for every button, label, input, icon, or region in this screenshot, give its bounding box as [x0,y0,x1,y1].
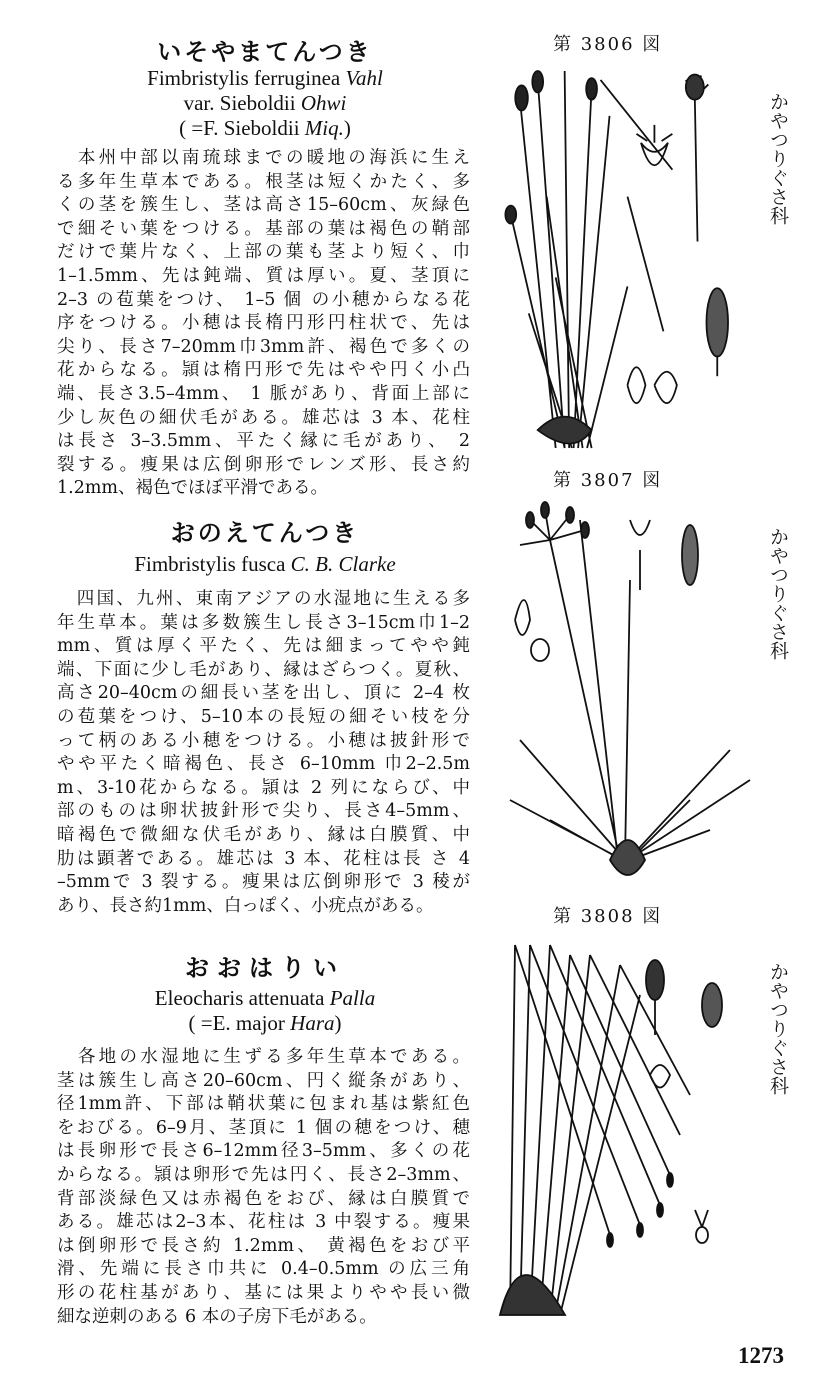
text-line: 背部淡緑色又は赤褐色をおび、縁は白膜質で [57,1188,470,1209]
text-line: 2–3 の苞葉をつけ、 1–5 個 の小穂からなる花 [57,289,470,310]
description [57,147,470,501]
entry-title: おのえてんつき [170,518,360,547]
text-line: mm、質は厚く平たく、先は細まってやや鈍 [57,636,470,657]
text-line: 茎は簇生し高さ20–60cm、円く縦条があり、 [57,1070,470,1091]
text-line: 形の花柱基があり、基には果よりやや長い微 [57,1282,470,1303]
text-line: 各地の水湿地に生ずる多年生草本である。 [57,1047,470,1067]
plant-illustration-3808 [490,935,760,1325]
text-line: 1–1.5mm、先は鈍端、質は厚い。夏、茎頂に [57,265,470,286]
scientific-name: Fimbristylis fusca C. B. Clarke [134,552,396,576]
text-line: 少し灰色の細伏毛がある。雄芯は 3 本、花柱 [57,407,470,428]
entry-title: いそやまてんつき [157,37,373,66]
text-line: 部のものは卵状披針形で尖り、長さ4–5mm、 [57,801,470,822]
text-line: 本州中部以南琉球までの暖地の海浜に生え [57,148,470,168]
text-line: m、3-10花からなる。頴は 2 列にならび、中 [57,777,470,798]
text-line: からなる。頴は卵形で先は円く、長さ2–3mm、 [57,1164,470,1185]
text-line: やや平たく暗褐色、長さ 6–10mm 巾2–2.5m [57,754,470,775]
figure-number: 第 3806 図 [553,34,663,55]
text-line: だけで葉片なく、上部の葉も茎より短く、巾 [57,242,470,263]
text-line: る多年生草本である。根茎は短くかたく、多 [57,171,470,192]
text-line: 細な逆刺のある 6 本の子房下毛がある。 [57,1306,377,1327]
text-line: は倒卵形で長さ約 1.2mm、 黄褐色をおび平 [57,1235,470,1256]
text-line: の苞葉をつけ、5–10本の長短の細そい枝を分 [57,706,470,727]
scientific-name: Eleocharis attenuata Palla ( =E. major Hara) [154,986,376,1035]
text-line: 径1mm許、下部は鞘状葉に包まれ基は紫紅色 [57,1094,470,1115]
text-line: 裂する。痩果は広倒卵形でレンズ形、長さ約 [57,454,470,475]
text-line: 花からなる。頴は楕円形で先はやや円く小凸 [57,360,470,381]
text-line: は長卵形で長さ6–12mm径3–5mm、多くの花 [57,1141,470,1162]
text-line: ある。雄芯は2–3本、花柱は 3 中裂する。痩果 [57,1212,470,1233]
text-line: 年生草本。葉は多数簇生し長さ3–15cm巾1–2 [57,612,470,633]
text-line: 高さ20–40cmの細長い茎を出し、頂に 2–4 枚 [57,683,470,704]
text-line: って柄のある小穂をつける。小穂は披針形で [57,730,470,751]
family-label: かやつりぐさ科 [767,92,789,225]
text-line: 端、長さ3.5–4mm、 1 脈があり、背面上部に [57,383,470,404]
text-line: 滑、先端に長さ巾共に 0.4–0.5mm の広三角 [57,1259,470,1280]
figure-number: 第 3808 図 [553,906,663,927]
text-line: 1.2mm、褐色でほぼ平滑である。 [57,478,329,499]
entry-title: おおはりい [185,953,345,982]
text-line: 端、下面に少し毛があり、縁はざらつく。夏秋、 [57,659,470,680]
plant-illustration-3807 [490,500,760,900]
family-label: かやつりぐさ科 [767,527,789,660]
family-label: かやつりぐさ科 [767,962,789,1095]
text-line: で細そい葉をつける。基部の葉は褐色の鞘部 [57,218,470,239]
description [57,588,470,918]
plant-illustration-3806 [488,62,758,457]
text-line: 暗褐色で微細な伏毛があり、縁は白膜質、中 [57,824,470,845]
scientific-name: Fimbristylis ferruginea Vahl var. Sieboldii Ohwi ( =F. Sieboldii Miq.) [147,66,383,140]
text-line: 尖り、長さ7–20mm巾3mm許、褐色で多くの [57,336,470,357]
text-line: をおびる。6–9月、茎頂に 1 個の穂をつけ、穂 [57,1117,470,1138]
text-line: –5mmで 3 裂する。痩果は広倒卵形で 3 稜が [57,872,470,893]
text-line: あり、長さ約1mm、白っぽく、小疣点がある。 [57,895,434,916]
page-number: 1273 [738,1343,784,1368]
text-line: 肋は顕著である。雄芯は 3 本、花柱は長 さ 4 [57,848,470,869]
text-line: は長さ 3–3.5mm、平たく縁に毛があり、 2 [57,431,470,452]
text-line: 序をつける。小穂は長楕円形円柱状で、先は [57,313,470,334]
figure-number: 第 3807 図 [553,470,663,491]
description [57,1046,470,1329]
text-line: くの茎を簇生し、茎は高さ15–60cm、灰緑色 [57,195,470,216]
text-line: 四国、九州、東南アジアの水湿地に生える多 [57,589,470,609]
